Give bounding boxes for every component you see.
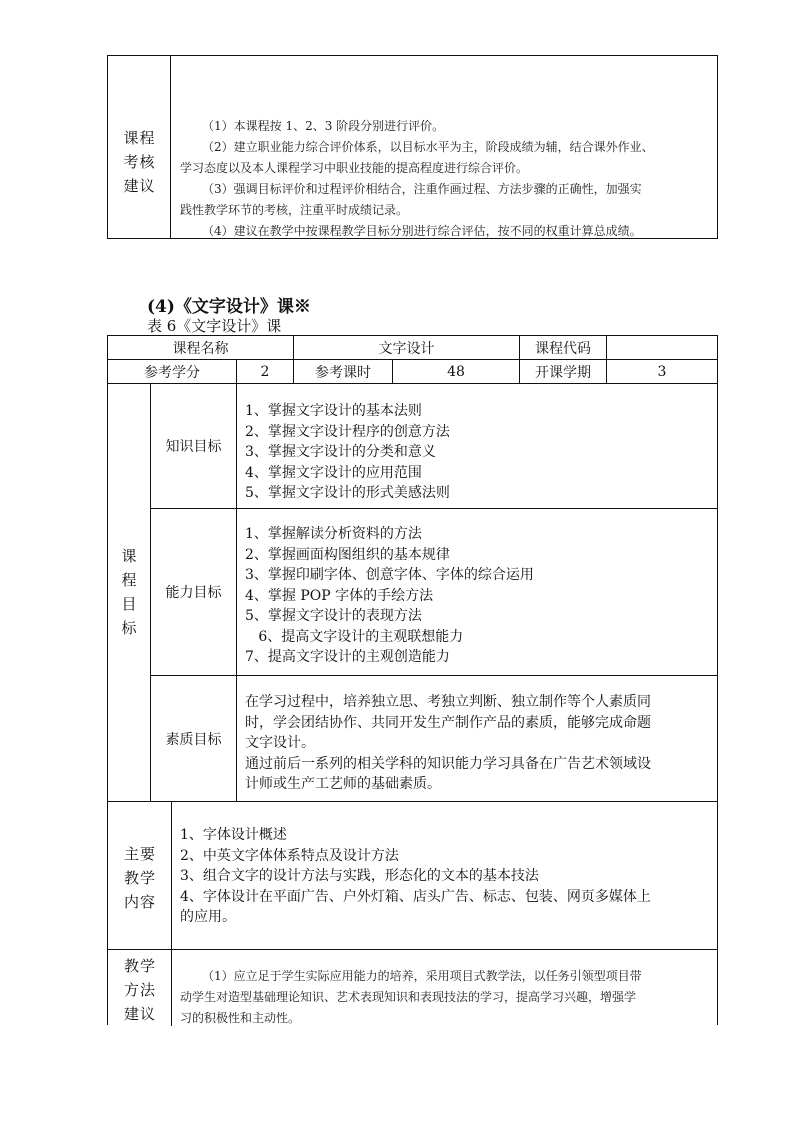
objectives-label: 课 程 目 标 xyxy=(121,547,138,637)
course-code-label: 课程代码 xyxy=(520,336,607,360)
assessment-item-1: （1）本课程按 1、2、3 阶段分别进行评价。 xyxy=(202,119,445,133)
knowledge-item: 3、掌握文字设计的分类和意义 xyxy=(245,444,436,460)
ability-item: 7、提高文字设计的主观创造能力 xyxy=(245,649,450,665)
knowledge-items xyxy=(237,384,717,509)
ability-items xyxy=(237,509,717,676)
assessment-label: 课程 考核 建议 xyxy=(123,129,156,195)
assessment-item-2: （2）建立职业能力综合评价体系，以目标水平为主，阶段成绩为辅，结合课外作业、 xyxy=(202,140,654,154)
section-heading: (4)《文字设计》课※ xyxy=(147,297,311,317)
term-value: 3 xyxy=(607,360,717,384)
hours-value: 48 xyxy=(393,360,520,384)
assessment-table xyxy=(107,55,718,239)
knowledge-item: 4、掌握文字设计的应用范围 xyxy=(245,464,422,481)
table-caption: 表 6《文字设计》课 xyxy=(147,317,282,335)
ability-item: 6、提高文字设计的主观联想能力 xyxy=(245,628,464,645)
assessment-item-3-cont: 践性教学环节的考核，注重平时成绩记录。 xyxy=(180,203,409,217)
course-table xyxy=(107,335,718,1025)
quality-label: 素质目标 xyxy=(151,676,237,802)
course-name-value: 文字设计 xyxy=(294,336,520,360)
objectives-label-cell xyxy=(108,384,151,802)
assessment-label-cell xyxy=(108,56,171,238)
ability-label: 能力目标 xyxy=(151,509,237,676)
credit-value: 2 xyxy=(237,360,294,384)
course-name-label: 课程名称 xyxy=(108,336,294,360)
assessment-item-4: （4）建议在教学中按课程教学目标分别进行综合评估，按不同的权重计算总成绩。 xyxy=(202,224,642,238)
content-item: 1、字体设计概述 xyxy=(180,827,287,843)
content-text xyxy=(172,802,717,950)
knowledge-item: 5、掌握文字设计的形式美感法则 xyxy=(245,485,450,501)
method-item-cont: 习的积极性和主动性。 xyxy=(180,1011,301,1025)
method-item: （1）应立足于学生实际应用能力的培养，采用项目式教学法，以任务引领型项目带 xyxy=(202,969,642,983)
assessment-item-2-cont: 学习态度以及本人课程学习中职业技能的提高程度进行综合评价。 xyxy=(180,161,529,175)
term-label: 开课学期 xyxy=(520,360,607,384)
assessment-item-3: （3）强调目标评价和过程评价相结合，注重作画过程、方法步骤的正确性，加强实 xyxy=(202,182,642,196)
ability-item: 4、掌握 POP 字体的手绘方法 xyxy=(245,587,434,604)
knowledge-item: 1、掌握文字设计的基本法则 xyxy=(245,403,422,419)
method-label: 教学 方法 建议 xyxy=(123,957,156,1023)
credit-label: 参考学分 xyxy=(108,360,237,384)
method-item-cont: 动学生对造型基础理论知识、艺术表现知识和表现技法的学习，提高学习兴趣，增强学 xyxy=(180,990,637,1004)
ability-item: 5、掌握文字设计的表现方法 xyxy=(245,608,422,624)
content-label-cell xyxy=(108,802,172,950)
quality-text: 在学习过程中，培养独立思、考独立判断、独立制作等个人素质同 时，学会团结协作、共同开发生产制作产品的素质，能够完成命题 文字设计。 通过前后一系列的相关学科的知识能力学习具备在广告艺术领域设 计师或生产工艺师的基础素质。 xyxy=(237,676,717,802)
method-text xyxy=(172,950,717,1026)
content-label: 主要 教学 内容 xyxy=(123,845,156,911)
assessment-items xyxy=(180,116,710,242)
ability-item: 3、掌握印刷字体、创意字体、字体的综合运用 xyxy=(245,567,534,583)
ability-item: 1、掌握解读分析资料的方法 xyxy=(245,526,422,542)
course-code-value xyxy=(607,336,717,360)
method-label-cell xyxy=(108,950,172,1026)
content-item: 3、组合文字的设计方法与实践，形态化的文本的基本技法 xyxy=(180,868,539,884)
ability-item: 2、掌握画面构图组织的基本规律 xyxy=(245,546,450,563)
content-item: 4、字体设计在平面广告、户外灯箱、店头广告、标志、包装、网页多媒体上 xyxy=(180,888,651,905)
hours-label: 参考课时 xyxy=(294,360,393,384)
content-item: 的应用。 xyxy=(180,909,236,925)
knowledge-item: 2、掌握文字设计程序的创意方法 xyxy=(245,423,450,440)
content-item: 2、中英文字体体系特点及设计方法 xyxy=(180,847,399,864)
knowledge-label: 知识目标 xyxy=(151,384,237,509)
